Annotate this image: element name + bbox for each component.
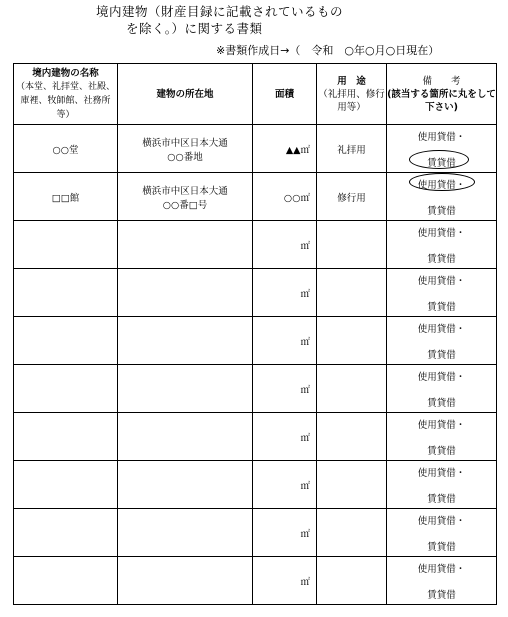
cell-use <box>317 461 387 509</box>
note-option-1: 使用貸借・ <box>417 372 466 383</box>
note-option-1: 使用貸借・ <box>417 180 466 191</box>
header-use-main: 用 途 <box>337 75 366 87</box>
table-row <box>14 173 497 221</box>
table-row <box>14 413 497 461</box>
cell-use <box>317 269 387 317</box>
note-option-1: 使用貸借・ <box>417 420 466 431</box>
cell-name <box>14 461 118 509</box>
cell-use: 礼拝用 <box>317 125 387 173</box>
cell-area: ㎡ <box>253 221 317 269</box>
cell-location <box>118 461 253 509</box>
cell-use <box>317 413 387 461</box>
header-note-main: 備 考 <box>422 75 461 87</box>
note-option-2: 賃貸借 <box>427 350 456 361</box>
cell-name <box>14 365 118 413</box>
table-row <box>14 365 497 413</box>
cell-area: ㎡ <box>253 413 317 461</box>
table-row <box>14 461 497 509</box>
cell-use <box>317 557 387 605</box>
document-title <box>96 3 496 37</box>
cell-use <box>317 221 387 269</box>
cell-name <box>14 557 118 605</box>
note-option-2: 賃貸借 <box>427 590 456 601</box>
cell-note <box>387 173 497 221</box>
note-option-1: 使用貸借・ <box>417 276 466 287</box>
table-row <box>14 269 497 317</box>
note-option-1: 使用貸借・ <box>417 564 466 575</box>
location-line-1: 横浜市中区日本大通 <box>142 137 228 149</box>
cell-name <box>14 317 118 365</box>
cell-note <box>387 269 497 317</box>
cell-use <box>317 509 387 557</box>
cell-area: ㎡ <box>253 509 317 557</box>
cell-location <box>118 365 253 413</box>
note-option-2: 賃貸借 <box>427 494 456 505</box>
note-option-1: 使用貸借・ <box>417 468 466 479</box>
cell-note <box>387 509 497 557</box>
header-use-sub: （礼拝用、修行用等） <box>318 88 385 113</box>
header-note-sub: (該当する箇所に丸をして下さい) <box>387 88 496 113</box>
cell-location <box>118 317 253 365</box>
cell-area: ㎡ <box>253 317 317 365</box>
cell-note <box>387 221 497 269</box>
header-name <box>14 64 118 125</box>
building-table <box>13 63 497 605</box>
note-option-2: 賃貸借 <box>427 302 456 313</box>
cell-name: ○○堂 <box>14 125 118 173</box>
header-note <box>387 64 497 125</box>
cell-use <box>317 317 387 365</box>
note-option-1: 使用貸借・ <box>417 228 466 239</box>
location-line-1: 横浜市中区日本大通 <box>142 185 228 197</box>
cell-name <box>14 269 118 317</box>
header-row <box>14 64 497 125</box>
title-line-1: 境内建物（財産目録に記載されているもの <box>96 4 344 19</box>
cell-area: ㎡ <box>253 269 317 317</box>
cell-location <box>118 509 253 557</box>
cell-name <box>14 221 118 269</box>
header-area <box>253 64 317 125</box>
table-row <box>14 317 497 365</box>
header-use <box>317 64 387 125</box>
cell-name <box>14 413 118 461</box>
table-row <box>14 221 497 269</box>
table-row <box>14 125 497 173</box>
cell-area: ㎡ <box>253 557 317 605</box>
header-name-sub: （本堂、礼拝堂、社殿、庫裡、牧師館、社務所等） <box>15 81 115 120</box>
note-option-2: 賃貸借 <box>427 254 456 265</box>
cell-use: 修行用 <box>317 173 387 221</box>
location-line-2: ○○番□号 <box>162 199 208 211</box>
cell-note <box>387 125 497 173</box>
note-option-2: 賃貸借 <box>427 446 456 457</box>
cell-use <box>317 365 387 413</box>
note-option-2: 賃貸借 <box>427 542 456 553</box>
location-line-2: ○○番地 <box>167 151 203 163</box>
cell-note <box>387 413 497 461</box>
title-line-2: を除く。）に関する書類 <box>126 21 263 36</box>
cell-note <box>387 557 497 605</box>
cell-area: ㎡ <box>253 365 317 413</box>
header-location <box>118 64 253 125</box>
cell-area: ▲▲㎡ <box>253 125 317 173</box>
table-row <box>14 557 497 605</box>
cell-location <box>118 221 253 269</box>
header-name-main: 境内建物の名称 <box>32 67 99 79</box>
cell-area: ○○㎡ <box>253 173 317 221</box>
cell-location <box>118 173 253 221</box>
header-area-label: 面積 <box>274 88 294 100</box>
cell-name: □□館 <box>14 173 118 221</box>
cell-note <box>387 365 497 413</box>
note-option-1: 使用貸借・ <box>417 516 466 527</box>
note-option-2: 賃貸借 <box>427 158 456 169</box>
selection-circle <box>409 150 469 169</box>
cell-note <box>387 317 497 365</box>
cell-location <box>118 125 253 173</box>
cell-location <box>118 413 253 461</box>
date-note: ※書類作成日→（ 令和 ○年○月○日現在） <box>216 44 440 57</box>
cell-note <box>387 461 497 509</box>
cell-area: ㎡ <box>253 461 317 509</box>
selection-circle <box>409 173 475 191</box>
cell-name <box>14 509 118 557</box>
cell-location <box>118 269 253 317</box>
table-row <box>14 509 497 557</box>
note-option-2: 賃貸借 <box>427 206 456 217</box>
note-option-1: 使用貸借・ <box>417 132 466 143</box>
header-location-label: 建物の所在地 <box>156 88 214 100</box>
cell-location <box>118 557 253 605</box>
note-option-2: 賃貸借 <box>427 398 456 409</box>
note-option-1: 使用貸借・ <box>417 324 466 335</box>
